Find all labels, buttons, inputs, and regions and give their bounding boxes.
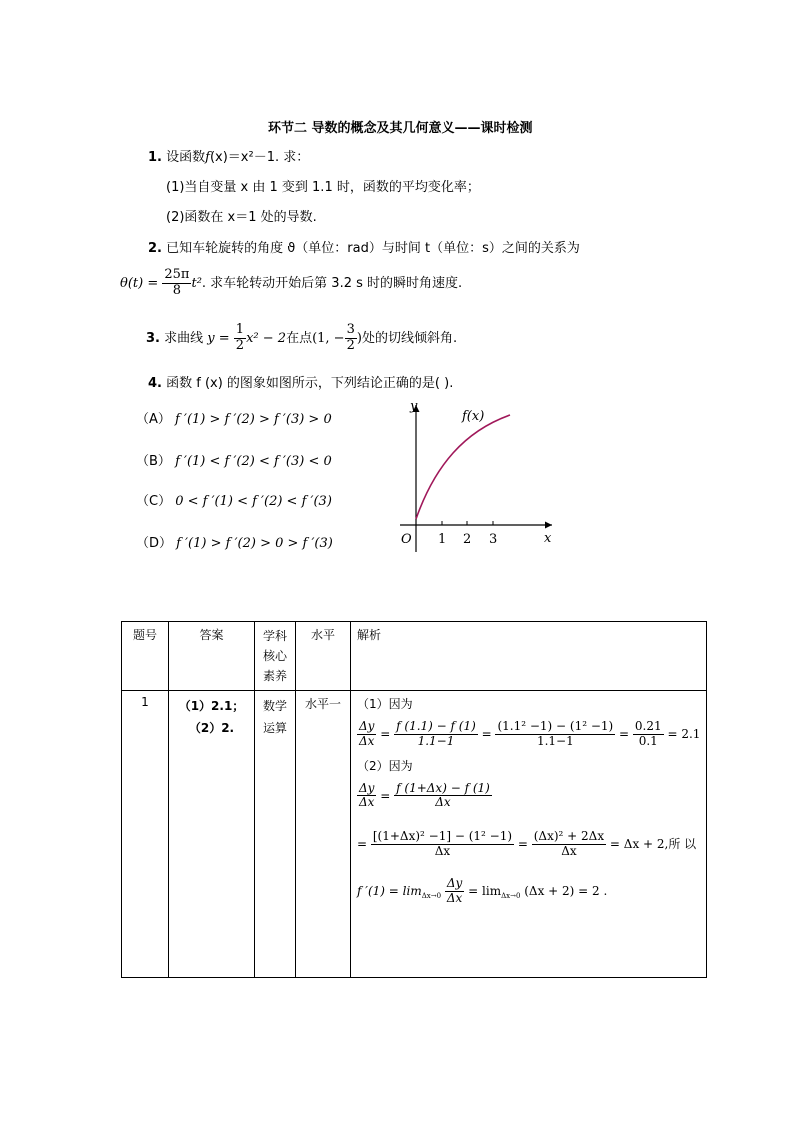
option-b: （B） f ′(1) < f ′(2) < f ′(3) < 0	[136, 454, 332, 469]
option-d: （D） f ′(1) > f ′(2) > 0 > f ′(3)	[136, 536, 333, 551]
function-curve	[416, 415, 510, 519]
header-number: 题号	[122, 622, 169, 691]
tick-label-1: 1	[438, 532, 447, 547]
question-1	[148, 146, 309, 165]
y-axis-label: y	[410, 399, 418, 414]
header-core: 学科核心素养	[255, 622, 296, 691]
function-graph	[390, 395, 565, 555]
question-2	[148, 237, 580, 256]
curve-label: f(x)	[462, 409, 485, 424]
header-analysis: 解析	[351, 622, 707, 691]
question-1-part-2: (2)函数在 x＝1 处的导数.	[166, 210, 317, 225]
header-answer: 答案	[169, 622, 255, 691]
equation-3: = $\frac{\text{[(1+Δx)² −1] − (1² −1)}}{\Delta x}$ = $\frac{\text{(Δx)² + 2Δx}}{\Delta x}$ = Δx + 2,所 以	[357, 829, 697, 858]
fraction: $\frac{3}{2}$	[346, 322, 355, 353]
fraction: $\frac{1}{2}$	[235, 322, 245, 353]
question-stem: 函数 f (x) 的图象如图所示，下列结论正确的是( ).	[166, 376, 454, 391]
analysis-step-2: （2）因为	[357, 758, 413, 773]
question-number: 3.	[146, 330, 160, 346]
cell-level: 水平一	[296, 691, 351, 978]
option-a: （A） f ′(1) > f ′(2) > f ′(3) > 0	[136, 412, 332, 427]
cell-analysis	[351, 691, 707, 978]
option-c: （C） 0 < f ′(1) < f ′(2) < f ′(3)	[136, 494, 332, 509]
origin-label: O	[401, 532, 412, 547]
question-3: 3. 求曲线 y = $\frac{1}{2}$ x² − 2在点(1, − $\frac{3}{2}$ )处的切线倾斜角.	[146, 322, 458, 353]
header-level: 水平	[296, 622, 351, 691]
tick-label-2: 2	[463, 532, 472, 547]
question-stem: 设函数f(x)＝x²－1. 求：	[166, 150, 310, 165]
equation-4: f $'(1) = \lim_{\Delta x\to 0}$ $\frac{\Delta y}{\Delta x}$ = $\lim_{\Delta x\to 0} (\Delta x + 2) = 2$ .	[357, 875, 608, 905]
cell-core: 数学 运算	[255, 691, 296, 978]
page-title: 环节二 导数的概念及其几何意义——课时检测	[268, 121, 533, 136]
fraction: $\frac{25\pi}{8}$	[164, 267, 190, 298]
equation-2: $\frac{\Delta y}{\Delta x}$ = $\frac{f (1+\Delta x) - f (1)}{\Delta x}$	[359, 780, 490, 810]
question-2-formula: θ(t) = $\frac{25\pi}{8}$ t². 求车轮转动开始后第 3.2 s 时的瞬时角速度.	[120, 267, 463, 298]
tick-label-3: 3	[489, 532, 498, 547]
question-number: 4.	[148, 376, 162, 391]
question-1-part-1: (1)当自变量 x 由 1 变到 1.1 时，函数的平均变化率；	[166, 180, 480, 195]
question-stem: 已知车轮旋转的角度 ϑ（单位：rad）与时间 t（单位：s）之间的关系为	[166, 241, 580, 256]
equation-1: $\frac{\Delta y}{\Delta x}$ = $\frac{f (1.1) - f (1)}{1.1-1}$ = $\frac{\text{(1.1² −1) − (1² −1)}}{1.1-1}$ = $\frac{0.21}{0.1}$ = 2.1	[359, 719, 701, 748]
table-row	[122, 691, 707, 978]
analysis-step-1: （1）因为	[357, 697, 413, 711]
solution-table	[121, 621, 707, 978]
cell-answer: （1）2.1； （2）2.	[169, 691, 255, 978]
question-number: 1.	[148, 150, 162, 165]
cell-number: 1	[122, 691, 169, 978]
x-axis-label: x	[544, 531, 552, 546]
table-header-row	[122, 622, 707, 691]
question-number: 2.	[148, 241, 162, 256]
question-4	[148, 372, 453, 391]
